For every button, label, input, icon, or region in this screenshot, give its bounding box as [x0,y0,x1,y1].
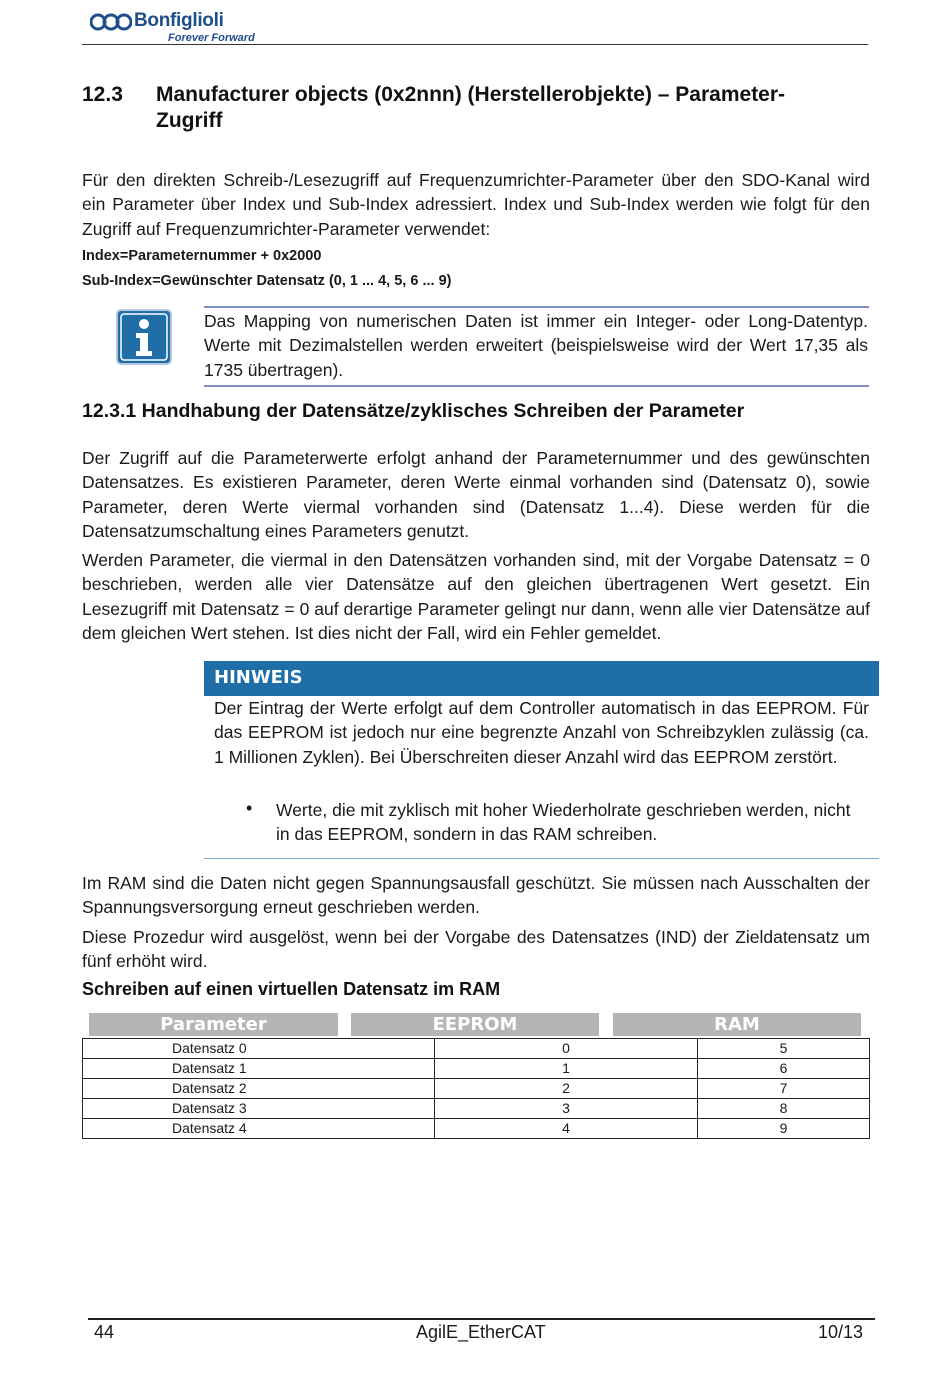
notice-header [204,661,879,696]
table-row [83,1099,870,1119]
procedure-paragraph: Diese Prozedur wird ausgelöst, wenn bei der Vorgabe des Datensatzes (IND) der Zieldatensatz um fünf erhöht wird. [82,927,870,972]
subindex-formula: Sub-Index=Gewünschter Datensatz (0, 1 ... 4, 5, 6 ... 9) [82,273,452,289]
info-bottom-rule [204,385,869,387]
footer-divider [88,1318,875,1320]
notice-title: HINWEIS [214,667,303,688]
page-number: 44 [94,1322,115,1342]
index-formula: Index=Parameternummer + 0x2000 [82,248,322,264]
table-cell: 5 [698,1039,870,1059]
brand-logo [90,8,260,46]
table-cell: 6 [698,1059,870,1079]
brand-name: Bonfiglioli [134,10,224,31]
subsection-number: 12.3.1 [82,400,137,422]
section-number: 12.3 [82,83,123,106]
brand-tagline: Forever Forward [168,32,255,44]
notice-bottom-rule [204,858,879,859]
table-cell: Datensatz 2 [83,1079,435,1099]
subsection-paragraph-2: Werden Parameter, die viermal in den Datensätzen vorhanden sind, mit der Vorgabe Datensatz = 0 beschrieben, werden alle vier Datensätze auf den gleichen übertragenen Wert gesetzt. Ein Lesezugriff mit Datensatz = 0 auf derartige Parameter gelingt nur dann, wenn alle vier Datensätze auf dem gleichen Wert stehen. Ist dies nicht der Fall, wird ein Fehler gemeldet. [82,550,870,643]
subsection-paragraph-1: Der Zugriff auf die Parameterwerte erfolgt anhand der Parameternummer und des gewünschten Datensatzes. Es existieren Parameter, deren Werte einmal vorhanden sind (Datensatz 0), sowie Parameter, deren Werte viermal vorhanden sind (Datensatz 1...4). Diese werden für die Datensatzumschaltung eines Parameters genutzt. [82,448,870,541]
document-name: AgilE_EtherCAT [416,1322,546,1342]
subsection-title: Handhabung der Datensätze/zyklisches Schreiben der Parameter [141,400,745,422]
notice-body: Der Eintrag der Werte erfolgt auf dem Controller automatisch in das EEPROM. Für das EEPROM ist jedoch nur eine begrenzte Anzahl von Schreibzyklen zulässig (ca. 1 Millionen Zyklen). Bei Überschreiten dieser Anzahl wird das EEPROM zerstört. [214,698,869,767]
table-row [83,1119,870,1139]
table-cell: 0 [435,1039,698,1059]
table-cell: 8 [698,1099,870,1119]
document-date: 10/13 [818,1322,864,1342]
table-cell: 4 [435,1119,698,1139]
header-divider [82,44,868,45]
table-cell: 1 [435,1059,698,1079]
table-cell: 7 [698,1079,870,1099]
table-cell: 9 [698,1119,870,1139]
notice-bullet: Werte, die mit zyklisch mit hoher Wiederholrate geschrieben werden, nicht in das EEPROM, sondern in das RAM schreiben. [276,800,851,845]
table-row [83,1079,870,1099]
subsection-heading [82,400,744,423]
logo-mark-icon [90,11,132,33]
table-cell: 3 [435,1099,698,1119]
column-header-eeprom: EEPROM [351,1013,599,1036]
table-cell: 2 [435,1079,698,1099]
info-text: Das Mapping von numerischen Daten ist immer ein Integer- oder Long-Datentyp. Werte mit Dezimalstellen werden erweitert (beispielsweise wird der Wert 17,35 als 1735 übertragen). [204,311,868,380]
table-cell: Datensatz 3 [83,1099,435,1119]
bullet-icon: • [246,798,253,818]
section-title: Manufacturer objects (0x2nnn) (Herstellerobjekte) – Parameter-Zugriff [156,83,786,132]
table-cell: Datensatz 4 [83,1119,435,1139]
info-icon [116,309,172,365]
datensatz-table [82,1038,870,1139]
info-top-rule [204,306,869,308]
table-cell: Datensatz 1 [83,1059,435,1079]
table-row [83,1039,870,1059]
intro-paragraph: Für den direkten Schreib-/Lesezugriff auf Frequenzumrichter-Parameter über den SDO-Kanal wird ein Parameter über Index und Sub-Index adressiert. Index und Sub-Index werden wie folgt für den Zugriff auf Frequenzumrichter-Parameter verwendet: [82,170,870,239]
column-header-ram: RAM [613,1013,861,1036]
column-header-parameter: Parameter [89,1013,338,1036]
ram-paragraph: Im RAM sind die Daten nicht gegen Spannungsausfall geschützt. Sie müssen nach Ausschalten der Spannungsversorgung erneut geschrieben werden. [82,873,870,918]
table-cell: Datensatz 0 [83,1039,435,1059]
table-heading: Schreiben auf einen virtuellen Datensatz im RAM [82,979,501,999]
table-row [83,1059,870,1079]
